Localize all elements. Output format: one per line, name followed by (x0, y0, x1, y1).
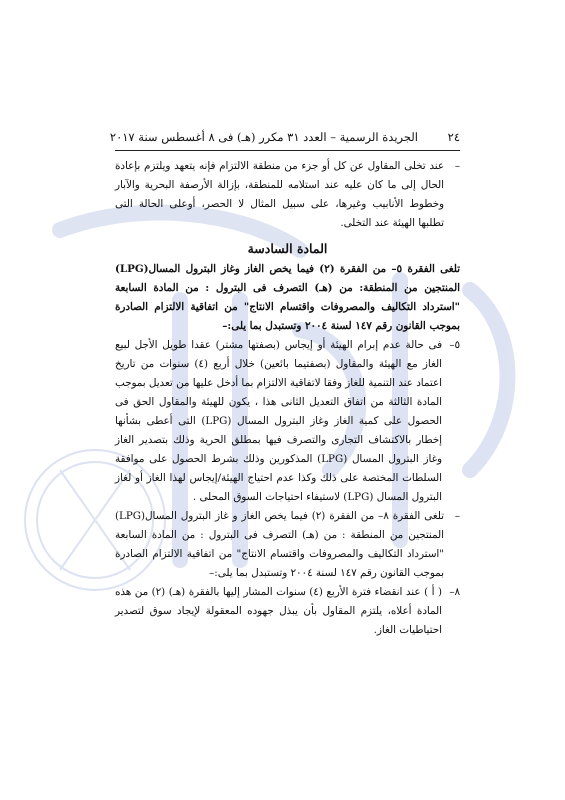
paragraph-item-5 (115, 336, 460, 507)
bullet-dash: – (454, 160, 460, 172)
paragraph-amendment-5: تلغى الفقرة ٥– من الفقرة (٢) فيما يخص الغاز وغاز البترول المسال(LPG) المنتجين من المنطقة: من (هـ) التصرف فى البترول : من المادة السابعة "استرداد التكاليف والمصروفات واقتسام الانتاج" من اتفاقية الالتزام الصادرة بموجب القانون رقم ١٤٧ لسنة ٢٠٠٤ وتستبدل بما يلى:– (115, 263, 460, 332)
gazette-title: الجريدة الرسمية – العدد ٣١ مكرر (هـ) فى ٨ أغسطس سنة ٢٠١٧ (109, 130, 418, 144)
paragraph-text: ( أ ) عند انقضاء فترة الأربع (٤) سنوات المشار إليها بالفقرة (هـ) (٢) من هذه المادة أعلاه، يلتزم المقاول بأن يبذل جهوده المعقولة لإيجاد سوق لتصدير احتياطيات الغاز. (115, 586, 442, 636)
paragraph-text: فى حالة عدم إبرام الهيئة أو إيجاس (بصفتها مشتر) عقدا طويل الأجل لبيع الغاز مع الهيئة والمقاول (بصفتيما بائعين) خلال أربع (٤) سنوات من تاريخ اعتماد عند التنمية للغاز وفقا لاتفاقية الالتزام بما أدخل عليها من تعديل بموجب المادة الثالثة من اتفاق التعديل الثانى هذا ، يكون للهيئة والمقاول الحق فى الحصول على كمية الغاز وغاز البترول المسال (LPG) التى أعطى بشأنها إخطار بالاكتشاف التجارى والتصرف فيها بمطلق الحرية وذلك بتصدير الغاز وغاز البترول المسال (LPG) المذكورين وذلك بشرط الحصول على موافقة السلطات المختصة على ذلك وكذا عدم احتياج الهيئة/إيجاس لهذا الغاز أو لغاز البترول المسال (LPG) لاستيفاء احتياجات السوق المحلى . (115, 339, 442, 503)
paragraph-text: عند تخلى المقاول عن كل أو جزء من منطقة الالتزام فإنه يتعهد ويلتزم بإعادة الحال إلى ما كان عليه عند استلامه للمنطقة، بإزالة الأرصفة البحرية والآبار وخطوط الأنابيب وغيرها، على سبيل المثال لا الحصر، أوعلى الحالة التى تطلبها الهيئة عند التخلى. (115, 160, 444, 229)
document-body (115, 157, 460, 640)
article-heading: المادة السادسة (247, 241, 328, 256)
paragraph-text: تلغى الفقرة ٨– من الفقرة (٢) فيما يخص الغاز و غاز البترول المسال(LPG) المنتجين من المنطقة : من (هـ) التصرف فى البترول : من المادة السابعة "استرداد التكاليف والمصروفات واقتسام الانتاج" من اتفاقية الالتزام الصادرة بموجب القانون رقم ١٤٧ لسنة ٢٠٠٤ وتستبدل بما يلى:– (115, 510, 444, 579)
paragraph-item-8 (115, 583, 460, 640)
page-header (109, 128, 460, 151)
page-number: ٢٤ (447, 130, 460, 144)
item-number: ٥– (449, 339, 460, 351)
bullet-dash: – (454, 510, 460, 522)
item-number: ٨– (449, 586, 460, 598)
paragraph-amendment-8 (115, 507, 460, 583)
paragraph-relinquishment (115, 157, 460, 233)
